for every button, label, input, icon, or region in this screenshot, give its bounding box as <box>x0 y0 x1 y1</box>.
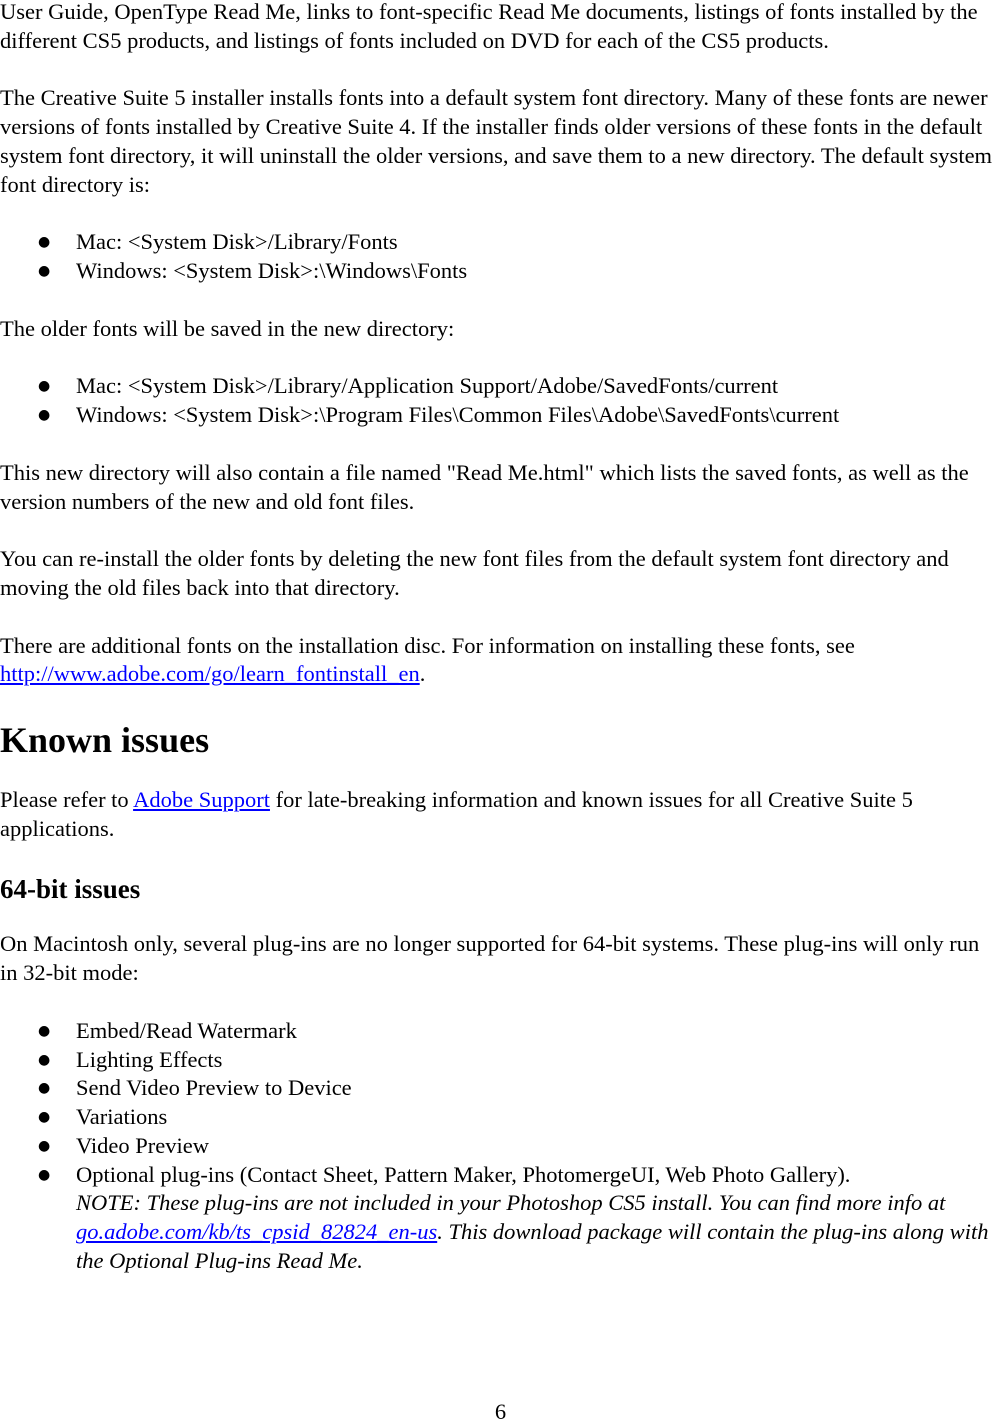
intro-paragraph-2: The Creative Suite 5 installer installs fonts into a default system font directory. Many of these fonts are newer versions of fonts installed by Creative Suite 4. If the installer finds older versions of these fonts in the default system font directory, it will uninstall the older versions, and save them to a new directory. The default system font directory is: <box>0 85 993 197</box>
list-item-optional-plugins: ● Optional plug-ins (Contact Sheet, Pattern Maker, PhotomergeUI, Web Photo Gallery). NOTE: These plug-ins are not included in your Photoshop CS5 install. You can find more info at go.adobe.com/kb/ts_cpsid_82824_en-us. This download package will contain the plug-ins along with the Optional Plug-ins Read Me. <box>38 1161 989 1274</box>
kb-article-link[interactable]: go.adobe.com/kb/ts_cpsid_82824_en-us <box>76 1219 438 1245</box>
list-item: ● Embed/Read Watermark <box>0 1017 1001 1046</box>
bullet-icon: ● <box>38 1166 51 1183</box>
list-item: ● Lighting Effects <box>0 1046 1001 1075</box>
intro-paragraph-5: You can re-install the older fonts by deleting the new font files from the default system font directory and moving the old files back into that directory. <box>0 546 949 600</box>
default-dirs-list <box>0 228 1001 286</box>
bullet-icon: ● <box>38 407 51 424</box>
intro-paragraph-4: This new directory will also contain a file named "Read Me.html" which lists the saved fonts, as well as the version numbers of the new and old font files. <box>0 459 969 514</box>
bullet-icon: ● <box>38 263 51 280</box>
bullet-icon: ● <box>38 1137 51 1154</box>
list-item: ● Windows: <System Disk>:\Program Files\Common Files\Adobe\SavedFonts\current <box>0 401 1001 430</box>
list-item: ● Video Preview <box>0 1132 1001 1161</box>
bullet-icon: ● <box>38 378 51 395</box>
bullet-icon: ● <box>38 1051 51 1068</box>
bullet-icon: ● <box>38 1109 51 1126</box>
list-item: ● Mac: <System Disk>/Library/Application Support/Adobe/SavedFonts/current <box>0 372 1001 401</box>
saved-dirs-list <box>0 372 1001 430</box>
bullet-icon: ● <box>38 234 51 251</box>
adobe-support-link[interactable]: Adobe Support <box>133 786 270 812</box>
fontinstall-link[interactable]: http://www.adobe.com/go/learn_fontinstall_en <box>0 661 420 687</box>
plugins-list <box>0 1017 1001 1276</box>
list-item: ● Send Video Preview to Device <box>0 1074 1001 1103</box>
known-issues-paragraph: Please refer to Adobe Support for late-breaking information and known issues for all Creative Suite 5 applications. <box>0 786 913 841</box>
page-number: 6 <box>494 1399 507 1424</box>
bullet-icon: ● <box>38 1022 51 1039</box>
intro-paragraph-6: There are additional fonts on the installation disc. For information on installing these fonts, see http://www.adobe.com/go/learn_fontinstall_en. <box>0 632 855 687</box>
intro-paragraph-3: The older fonts will be saved in the new directory: <box>0 315 455 341</box>
known-issues-heading: Known issues <box>0 719 210 760</box>
optional-plugins-note: NOTE: These plug-ins are not included in your Photoshop CS5 install. You can find more info at go.adobe.com/kb/ts_cpsid_82824_en-us. This download package will contain the plug-ins along with the Optional Plug-ins Read Me. <box>76 1190 989 1274</box>
64bit-issues-heading: 64-bit issues <box>0 874 141 905</box>
64bit-paragraph: On Macintosh only, several plug-ins are no longer supported for 64-bit systems. These plug-ins will only run in 32-bit mode: <box>0 931 980 986</box>
bullet-icon: ● <box>38 1080 51 1097</box>
intro-paragraph-1: User Guide, OpenType Read Me, links to font-specific Read Me documents, listings of fonts installed by the different CS5 products, and listings of fonts included on DVD for each of the CS5 products. <box>0 0 978 53</box>
list-item: ● Windows: <System Disk>:\Windows\Fonts <box>0 257 1001 286</box>
list-item: ● Variations <box>0 1103 1001 1132</box>
list-item: ● Mac: <System Disk>/Library/Fonts <box>0 228 1001 257</box>
